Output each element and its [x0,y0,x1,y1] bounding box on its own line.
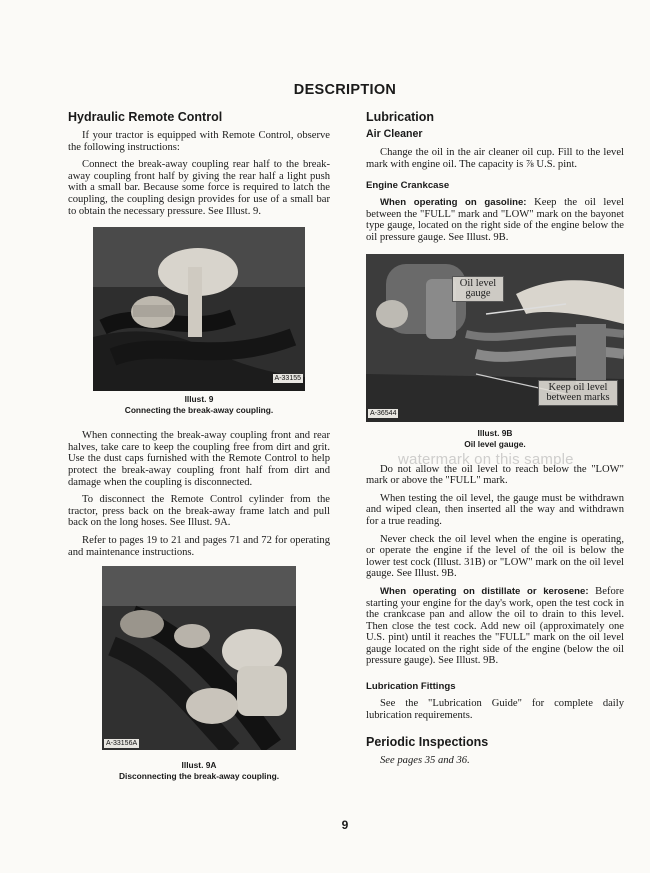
illust-9-label: Illust. 9 [184,394,214,405]
never-check-text: Never check the oil level when the engine is operating, or operate the engine if the level of the oil is below the lower test cock (Illust. 31B) or "LOW" mark on the oil level gauge. See Illust. 9B. [366,533,624,580]
gasoline-lead: When operating on gasoline: [380,197,527,209]
hydraulic-disconnect-text: To disconnect the Remote Control cylinder from the tractor, press back on the break-away frame latch and pull back on the long hoses. See Illust. 9A. [68,494,330,529]
illust-9a-caption: Disconnecting the break-away coupling. [118,771,280,782]
photo-illust-9 [93,227,305,391]
periodic-text: See pages 35 and 36. [380,755,470,767]
periodic-heading: Periodic Inspections [366,735,489,750]
gasoline-text: Keep the oil level between the "FULL" mark and "LOW" mark on the bayonet type gauge, located on the right side of the engine below the oil pressure gauge. See Illust. 9B. [366,197,624,243]
illust-9-caption: Connecting the break-away coupling. [124,405,274,416]
photo-illust-9b [366,254,624,422]
hydraulic-intro: If your tractor is equipped with Remote Control, observe the following instructions: [68,130,330,153]
hydraulic-connect-text: Connect the break-away coupling rear half to the break-away coupling front half by giving the rear half a light push with a small bar. Because some force is required to latch the coupling, the coupling design provides for use of a small bar to obtain the necessary pressure. See Illust. 9. [68,159,330,217]
air-cleaner-text: Change the oil in the air cleaner oil cup. Fill to the level mark with engine oil. The capacity is ⅞ U.S. pint. [366,147,624,170]
illust-9a-code: A-33156A [106,740,138,748]
fittings-text: See the "Lubrication Guide" for complete daily lubrication requirements. [366,698,624,721]
illust-9b-label: Illust. 9B [477,427,513,438]
crankcase-heading: Engine Crankcase [366,180,450,192]
page-title: DESCRIPTION [293,82,397,98]
page-number: 9 [341,818,349,832]
air-cleaner-heading: Air Cleaner [366,128,423,140]
illust-9-code: A-33155 [274,375,301,383]
oil-level-warning: Do not allow the oil level to reach below the "LOW" mark or above the "FULL" mark. [366,463,624,487]
distillate-text: Before starting your engine for the day's work, open the test cock in the crankcase pan and allow the oil to drain to this level. Then close the test cock. Add new oil (approximately one U.S. pint) until it reaches the "FULL" mark on the oil level gauge located on the right side of the engine (below the oil pressure gauge). See Illust. 9B. [366,585,624,667]
hydraulic-heading: Hydraulic Remote Control [68,110,223,124]
oil-testing-text: When testing the oil level, the gauge must be withdrawn and wiped clean, then inserted all the way and withdrawn for a true reading. [366,492,624,527]
illust-9b-caption: Oil level gauge. [464,438,526,449]
distillate-paragraph [366,586,624,667]
lubrication-heading: Lubrication [366,110,435,124]
fittings-heading: Lubrication Fittings [366,681,456,693]
photo-illust-9a [102,566,296,750]
watermark: watermark on this sample [398,451,574,468]
right-column [366,110,624,773]
distillate-lead: When operating on distillate or kerosene: [380,585,589,597]
left-column [68,110,330,782]
illust-9a-label: Illust. 9A [181,760,217,771]
illust-9b-code: A-36544 [370,409,397,417]
gasoline-paragraph [366,197,624,243]
callout-oil-level-gauge: Oil level gauge [452,276,504,302]
callout-keep-oil-level: Keep oil level between marks [538,380,618,406]
hydraulic-refer-text: Refer to pages 19 to 21 and pages 71 and 72 for operating and maintenance instructions. [68,534,330,558]
hydraulic-care-text: When connecting the break-away coupling front and rear halves, take care to keep the coupling free from dirt and grit. Use the dust caps furnished with the Remote Control to help protect the break-away coupling front half from dirt and damage when the coupling is disconnected. [68,430,330,488]
